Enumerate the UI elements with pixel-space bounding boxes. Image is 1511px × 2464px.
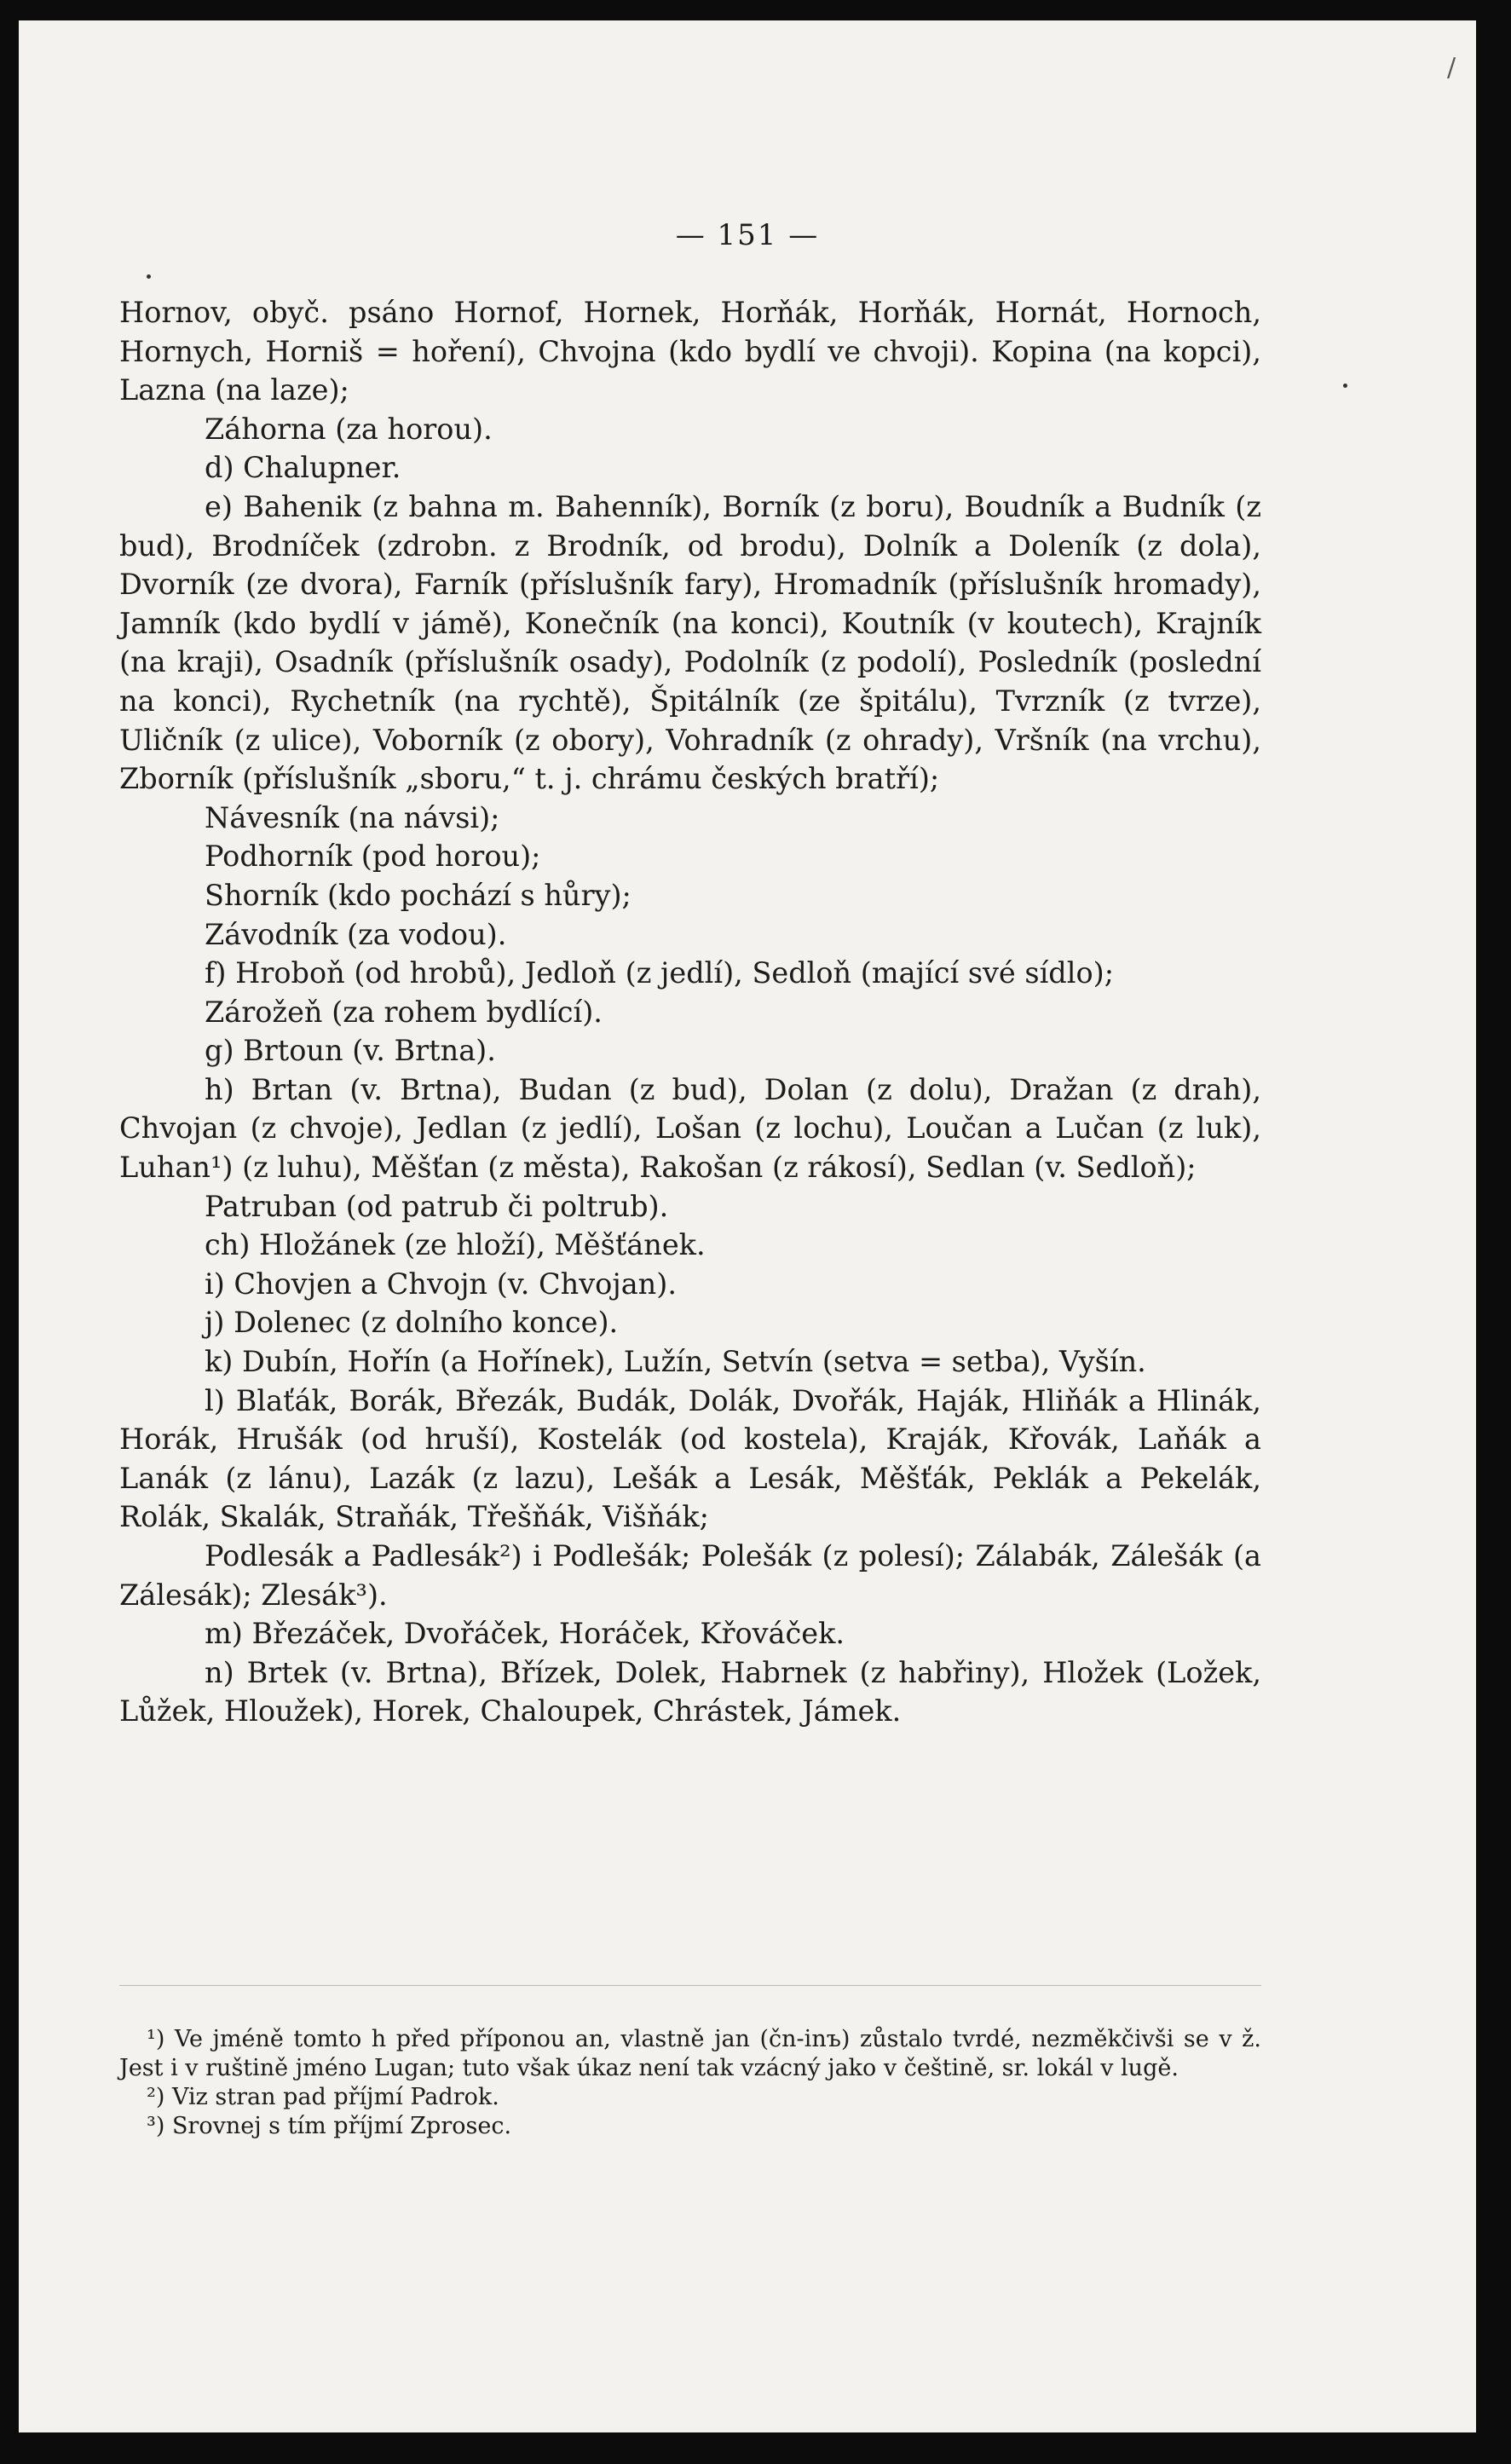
page-number: — 151 — bbox=[675, 218, 820, 252]
paragraph: Podlesák a Padlesák²) i Podlešák; Polešák (z polesí); Zálabák, Zálešák (a Zálesák); Zlesák³). bbox=[119, 1539, 1261, 1612]
paragraph: d) Chalupner. bbox=[205, 451, 401, 485]
paragraph: m) Březáček, Dvořáček, Horáček, Křováček. bbox=[205, 1617, 845, 1651]
paragraph: e) Bahenik (z bahna m. Bahenník), Borník (z boru), Boudník a Budník (z bud), Brodníček (zdrobn. z Brodník, od brodu), Dolník a Doleník (z dola), Dvorník (ze dvora), Farník (příslušník fary), Hromadník (příslušník hromady), Jamník (kdo bydlí v jámě), Konečník (na konci), Koutník (v koutech), Krajník (na kraji), Osadník (příslušník osady), Podolník (z podolí), Posledník (poslední na konci), Rychetník (na rychtě), Špitálník (ze špitálu), Tvrzník (z tvrze), Uličník (z ulice), Voborník (z obory), Vohradník (z ohrady), Vršník (na vrchu), Zborník (příslušník „sboru,“ t. j. chrámu českých bratří); bbox=[119, 489, 1261, 796]
document-page bbox=[19, 20, 1476, 2432]
footnote: ¹) Ve jméně tomto h před příponou an, vlastně jan (čn-inъ) zůstalo tvrdé, nezměkčivši se v ž. Jest i v ruštině jméno Lugan; tuto však úkaz není tak vzácný jako v češtině, sr. lokál v lugě. bbox=[119, 2026, 1261, 2081]
footnote-separator bbox=[119, 1985, 1261, 1986]
paragraph: Záhorna (za horou). bbox=[205, 412, 493, 446]
corner-pencil-mark: / bbox=[1447, 53, 1456, 83]
paragraph: i) Chovjen a Chvojn (v. Chvojan). bbox=[205, 1267, 677, 1301]
paragraph: ch) Hložánek (ze hloží), Měšťánek. bbox=[205, 1228, 706, 1262]
body-text bbox=[119, 293, 1261, 1731]
footnotes bbox=[119, 2025, 1261, 2141]
paragraph: l) Blaťák, Borák, Březák, Budák, Dolák, Dvořák, Haják, Hliňák a Hlinák, Horák, Hrušák (od hruší), Kostelák (od kostela), Kraják, Křovák, Laňák a Lanák (z lánu), Lazák (z lazu), Lešák a Lesák, Měšťák, Peklák a Pekelák, Rolák, Skalák, Straňák, Třešňák, Višňák; bbox=[119, 1383, 1261, 1534]
paragraph: n) Brtek (v. Brtna), Břízek, Dolek, Habrnek (z habřiny), Hložek (Ložek, Lůžek, Hloužek), Horek, Chaloupek, Chrástek, Jámek. bbox=[119, 1655, 1261, 1728]
paragraph: Shorník (kdo pochází s hůry); bbox=[205, 878, 632, 912]
paragraph: k) Dubín, Hořín (a Hořínek), Lužín, Setvín (setva = setba), Vyšín. bbox=[205, 1345, 1146, 1379]
footnote: ³) Srovnej s tím příjmí Zprosec. bbox=[147, 2113, 512, 2139]
footnote: ²) Viz stran pad příjmí Padrok. bbox=[147, 2084, 499, 2110]
ink-speck bbox=[1343, 384, 1347, 388]
paragraph: f) Hroboň (od hrobů), Jedloň (z jedlí), Sedloň (mající své sídlo); bbox=[205, 956, 1114, 990]
paragraph: Zárožeň (za rohem bydlící). bbox=[205, 995, 603, 1029]
paragraph: Závodník (za vodou). bbox=[205, 917, 507, 951]
paragraph: Návesník (na návsi); bbox=[205, 800, 500, 834]
paragraph: g) Brtoun (v. Brtna). bbox=[205, 1034, 496, 1068]
paragraph: j) Dolenec (z dolního konce). bbox=[205, 1306, 619, 1340]
paragraph: Hornov, obyč. psáno Hornof, Hornek, Horňák, Horňák, Hornát, Hornoch, Hornych, Horniš = hoření), Chvojna (kdo bydlí ve chvoji). Kopina (na kopci), Lazna (na laze); bbox=[119, 296, 1261, 407]
paragraph: Patruban (od patrub či poltrub). bbox=[205, 1189, 669, 1223]
paragraph: Podhorník (pod horou); bbox=[205, 840, 541, 874]
paragraph: h) Brtan (v. Brtna), Budan (z bud), Dolan (z dolu), Dražan (z drah), Chvojan (z chvoje), Jedlan (z jedlí), Lošan (z lochu), Loučan a Lučan (z luk), Luhan¹) (z luhu), Měšťan (z města), Rakošan (z rákosí), Sedlan (v. Sedloň); bbox=[119, 1072, 1261, 1185]
ink-speck bbox=[147, 274, 151, 279]
